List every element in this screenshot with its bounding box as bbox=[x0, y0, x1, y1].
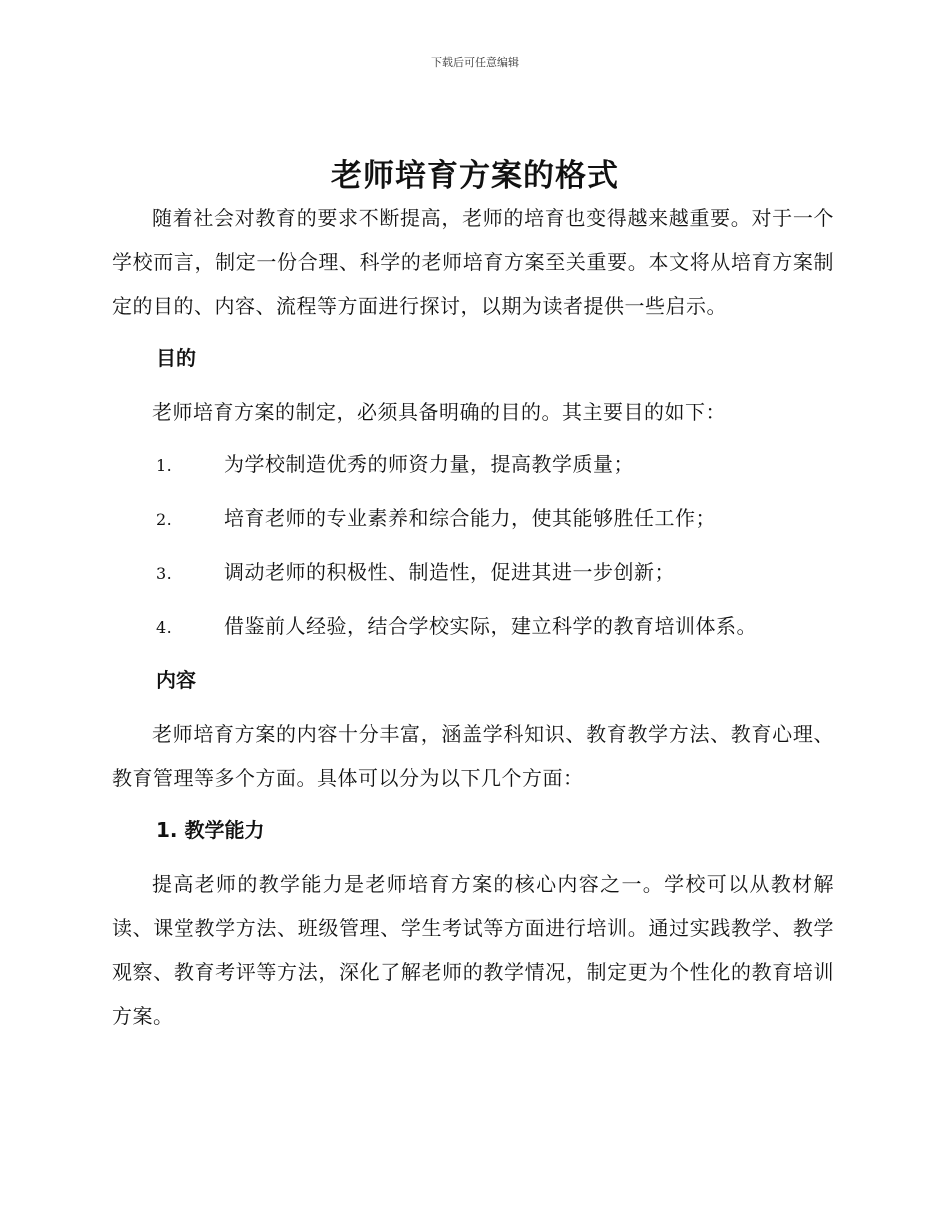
list-item-text: 为学校制造优秀的师资力量，提高教学质量； bbox=[224, 452, 634, 476]
document-body bbox=[112, 196, 834, 1046]
list-item-number: 3. bbox=[156, 564, 173, 583]
list-item-text: 培育老师的专业素养和综合能力，使其能够胜任工作； bbox=[224, 506, 716, 530]
teaching-ability-paragraph: 提高老师的教学能力是老师培育方案的核心内容之一。学校可以从教材解读、课堂教学方法、班级管理、学生考试等方面进行培训。通过实践教学、教学观察、教育考评等方法，深化了解老师的教学情况，制定更为个性化的教育培训方案。 bbox=[112, 872, 834, 1028]
document-title: 老师培育方案的格式 bbox=[331, 158, 619, 194]
list-item bbox=[112, 604, 834, 648]
page-header-note: 下载后可任意编辑 bbox=[431, 56, 519, 69]
section-heading-purpose: 目的 bbox=[156, 346, 196, 370]
list-item bbox=[112, 550, 834, 594]
list-item-number: 2. bbox=[156, 510, 173, 529]
subsection-heading-teaching-ability: 1. 教学能力 bbox=[156, 818, 265, 842]
list-item-number: 4. bbox=[156, 618, 173, 637]
list-item-text: 借鉴前人经验，结合学校实际，建立科学的教育培训体系。 bbox=[224, 614, 757, 638]
section-heading-content: 内容 bbox=[156, 668, 196, 692]
purpose-list bbox=[112, 442, 834, 648]
purpose-lead-paragraph: 老师培育方案的制定，必须具备明确的目的。其主要目的如下： bbox=[152, 400, 726, 424]
list-item bbox=[112, 496, 834, 540]
content-lead-paragraph: 老师培育方案的内容十分丰富，涵盖学科知识、教育教学方法、教育心理、教育管理等多个方面。具体可以分为以下几个方面： bbox=[112, 722, 834, 790]
list-item-text: 调动老师的积极性、制造性，促进其进一步创新； bbox=[224, 560, 675, 584]
intro-paragraph: 随着社会对教育的要求不断提高，老师的培育也变得越来越重要。对于一个学校而言，制定一份合理、科学的老师培育方案至关重要。本文将从培育方案制定的目的、内容、流程等方面进行探讨，以期为读者提供一些启示。 bbox=[112, 206, 834, 318]
list-item-number: 1. bbox=[156, 456, 173, 475]
list-item bbox=[112, 442, 834, 486]
